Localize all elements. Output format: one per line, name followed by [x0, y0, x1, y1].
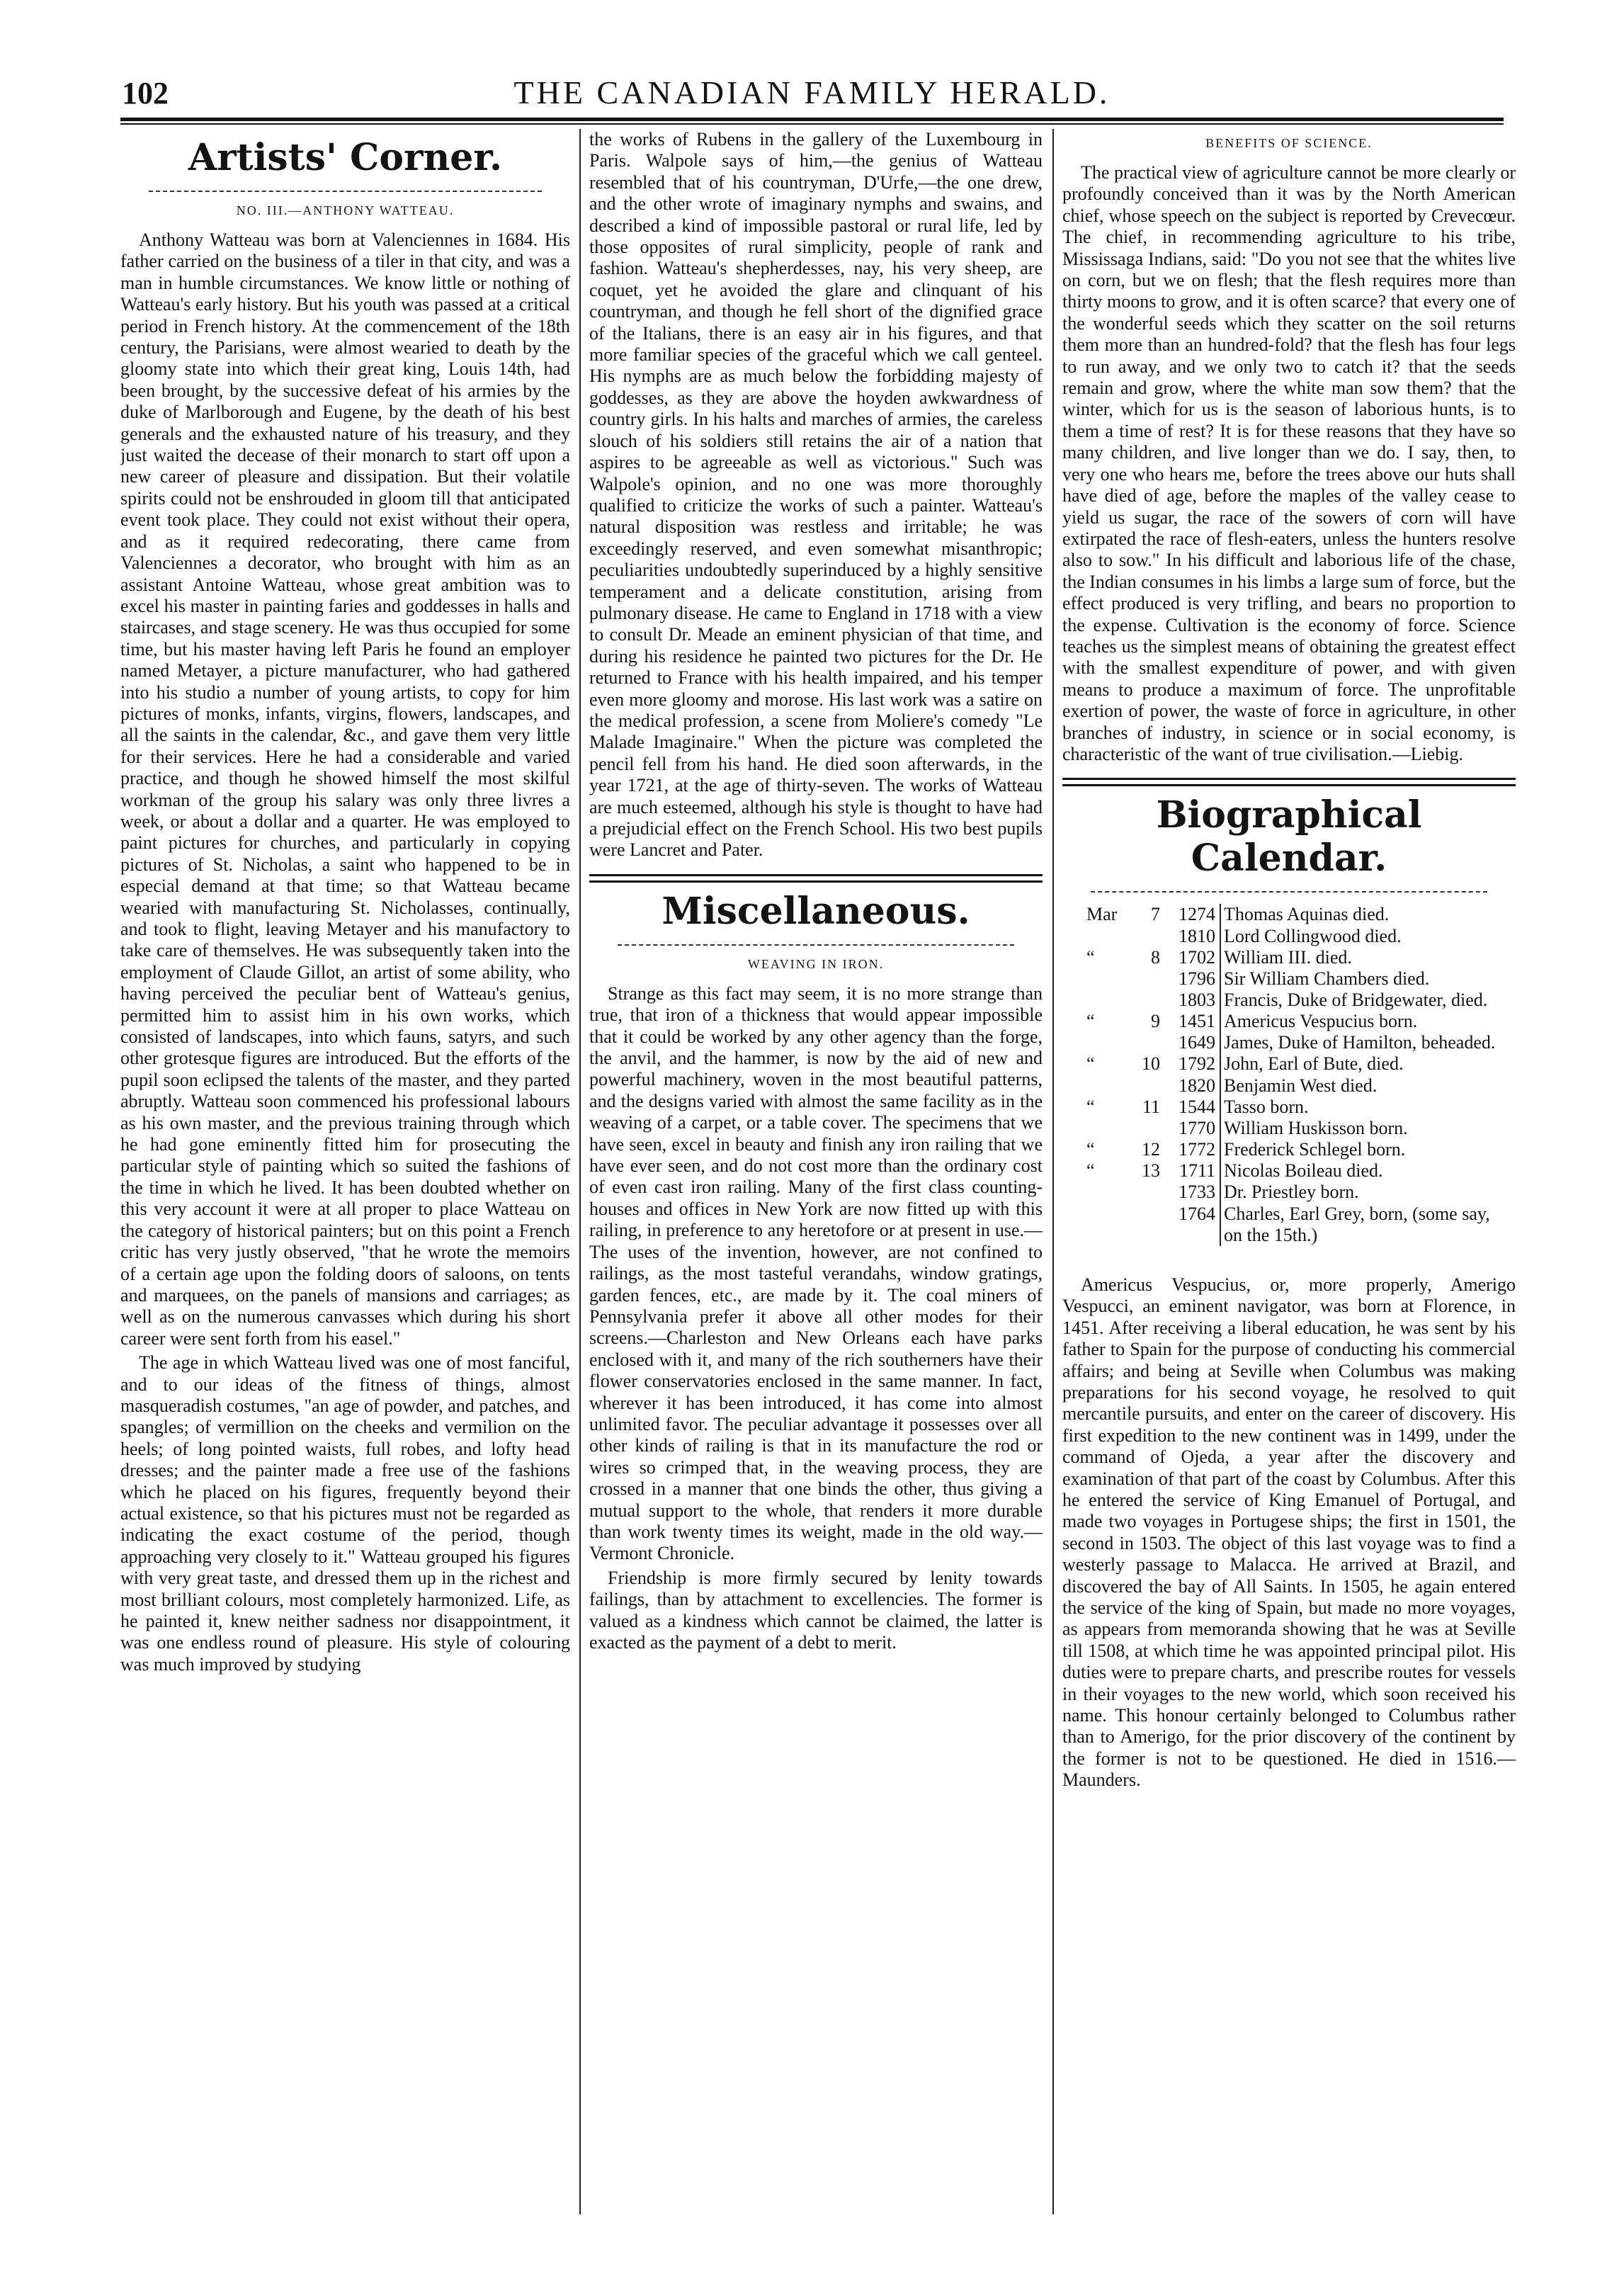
- calendar-row: [1084, 968, 1516, 990]
- article-subhead: WEAVING IN IRON.: [747, 956, 885, 971]
- calendar-row: [1084, 1011, 1516, 1032]
- calendar-day: [1132, 968, 1163, 990]
- calendar-event: Nicolas Boileau died.: [1224, 1160, 1383, 1182]
- calendar-year: 1544: [1163, 1097, 1220, 1118]
- calendar-year: 1733: [1163, 1182, 1220, 1203]
- calendar-month: [1084, 968, 1132, 990]
- calendar-year: 1702: [1163, 947, 1220, 968]
- calendar-row: [1084, 1118, 1516, 1139]
- calendar-day: [1132, 1118, 1163, 1139]
- calendar-year: 1796: [1163, 968, 1220, 990]
- calendar-row: [1084, 1032, 1516, 1053]
- calendar-year: 1820: [1163, 1075, 1220, 1097]
- ornamental-rule: [618, 937, 1014, 946]
- calendar-month: Mar: [1086, 904, 1118, 925]
- calendar-month: “: [1086, 1096, 1095, 1117]
- calendar-event: Lord Collingwood died.: [1224, 925, 1402, 946]
- calendar-year: 1451: [1163, 1011, 1220, 1032]
- section-heading-miscellaneous: Miscellaneous.: [661, 889, 970, 933]
- calendar-table: [1084, 904, 1516, 1246]
- calendar-day: [1132, 1075, 1163, 1097]
- article-paragraph: Strange as this fact may seem, it is no more strange than true, that iron of a thickness that would appear impossible that it could be worked by any other agency than the forge, the anvil, and the hammer, is now by the aid of new and powerful machinery, woven in the most beautiful patterns, and the designs varied with almost the same facility as in the weaving of a carpet, or a table cover. The specimens that we have seen, excel in beauty and finish any iron railing that we have ever seen, and do not cost more than the ordinary cost of even cast iron railing. Many of the first class counting-houses and offices in New York are now fitted up with this railing, in preference to any heretofore or at present in use.—The uses of the invention, however, are not confined to railings, as the most tasteful verandahs, window gratings, garden fences, etc., are made by it. The coal miners of Pennsylvania prefer it above all other modes for their screens.—Charleston and New Orleans each have parks enclosed with it, and many of the rich southerners have their flower conservatories enclosed in the same manner. In fact, wherever it has been introduced, it has come into almost unlimited favor. The peculiar advantage it possesses over all other kinds of railing is that in its manufacture the rod or wires so crimped that, in the weaving process, they are crossed in a manner that one binds the other, thus giving a mutual support to the whole, that renders it more durable than work twenty times its weight, made in the old way.—Vermont Chronicle.: [589, 982, 1043, 1564]
- calendar-row: [1084, 1053, 1516, 1075]
- calendar-event: William III. died.: [1224, 946, 1352, 968]
- calendar-month: [1084, 1204, 1132, 1246]
- column-divider: [579, 129, 581, 2214]
- calendar-row: [1084, 1139, 1516, 1160]
- calendar-day: 12: [1142, 1139, 1160, 1160]
- calendar-row: [1084, 1075, 1516, 1097]
- calendar-day: [1132, 1204, 1163, 1246]
- ornamental-rule: [149, 183, 542, 192]
- calendar-day: 9: [1151, 1011, 1160, 1032]
- article-subhead: BENEFITS OF SCIENCE.: [1205, 136, 1373, 150]
- calendar-event: William Huskisson born.: [1224, 1117, 1408, 1138]
- calendar-day: [1132, 1032, 1163, 1053]
- calendar-day: 7: [1151, 904, 1160, 925]
- column-2: [589, 129, 1043, 2214]
- masthead-title: THE CANADIAN FAMILY HERALD.: [513, 74, 1111, 111]
- calendar-row: [1084, 990, 1516, 1011]
- calendar-month: “: [1086, 1053, 1095, 1075]
- column-divider: [1052, 129, 1054, 2214]
- calendar-event: Benjamin West died.: [1224, 1075, 1378, 1096]
- calendar-day: [1132, 990, 1163, 1011]
- article-paragraph: The practical view of agriculture cannot be more clearly or profoundly conceived than it was by the North American chief, whose speech on the subject is reported by Crevecœur. The chief, in recommending agriculture to his tribe, Mississaga Indians, said: "Do you not see that the whites live on corn, but we on flesh; that the flesh requires more than thirty moons to grow, and it is often scarce? that every one of the wonderful seeds which they scatter on the soil returns them more than an hundred-fold? that the flesh has four legs to run away, and we only two to catch it? that the seeds remain and grow, where the white man sow them? that the winter, which for us is the season of laborious hunts, is to them a time of rest? It is for these reasons that they have so many children, and live longer than we do. I say, then, to very one who hears me, before the trees above our huts shall have died of age, before the maples of the valley cease to yield us sugar, the race of the sowers of corn will have extirpated the race of flesh-eaters, unless the hunters resolve also to sow." In his difficult and laborious life of the chase, the Indian consumes in his limbs a large sum of force, but the effect produced is very trifling, and bears no proportion to the expense. Cultivation is the economy of force. Science teaches us the simplest means of obtaining the greatest effect with the smallest expenditure of power, and with given means to produce a maximum of force. The unprofitable exertion of power, the waste of force in agriculture, in other branches of industry, in science or in social economy, is characteristic of the want of true civilisation.—Liebig.: [1062, 162, 1516, 764]
- calendar-row: [1084, 947, 1516, 968]
- calendar-year: 1764: [1163, 1204, 1220, 1246]
- calendar-row: [1084, 1182, 1516, 1203]
- calendar-day: 11: [1142, 1096, 1160, 1117]
- column-3: [1062, 129, 1516, 2214]
- calendar-year: 1803: [1163, 990, 1220, 1011]
- calendar-event: Charles, Earl Grey, born, (some say, on the 15th.): [1224, 1203, 1490, 1245]
- calendar-month: [1084, 1118, 1132, 1139]
- ornamental-rule: [1091, 884, 1487, 893]
- calendar-year: 1792: [1163, 1053, 1220, 1075]
- calendar-day: 13: [1142, 1160, 1160, 1182]
- masthead-rule-thin: [120, 123, 1504, 125]
- calendar-month: [1084, 990, 1132, 1011]
- calendar-row: [1084, 1160, 1516, 1182]
- article-subhead: NO. III.—ANTHONY WATTEAU.: [236, 203, 455, 217]
- article-continuation: the works of Rubens in the gallery of the Luxembourg in Paris. Walpole says of him,—the genius of Watteau resembled that of his countryman, D'Urfe,—the one drew, and the other wrote of imaginary nymphs and swains, and described a kind of impossible pastoral or rural life, led by those opposites of rural simplicity, people of rank and fashion. Watteau's shepherdesses, nay, his very sheep, are coquet, yet he avoided the glare and clinquant of his countryman, and though he fell short of the dignified grace of the Italians, there is an easy air in his figures, and that more familiar species of the graceful which we call genteel. His nymphs are as much below the forbidding majesty of goddesses, as they are above the hoyden awkwardness of country girls. In his halts and marches of armies, the careless slouch of his soldiers still retains the air of a nation that aspires to be agreeable as well as victorious." Such was Walpole's opinion, and no one was more thoroughly qualified to criticize the works of such a painter. Watteau's natural disposition was restless and irritable; he was exceedingly reserved, and even somewhat misanthropic; peculiarities undoubtedly superinduced by a highly sensitive temperament and a delicate constitution, arising from pulmonary disease. He came to England in 1718 with a view to consult Dr. Meade an eminent physician of that time, and during his residence he painted two pictures for the Dr. He returned to France with his health impaired, and his temper even more gloomy and morose. His last work was a satire on the medical profession, a scene from Moliere's comedy "Le Malade Imaginaire." When the picture was completed the pencil fell from his hand. He died soon afterwards, in the year 1721, at the age of thirty-seven. The works of Watteau are much esteemed, although his style is thought to have had a prejudicial effect on the French School. His two best pupils were Lancret and Pater.: [589, 129, 1043, 861]
- calendar-day: [1132, 926, 1163, 947]
- calendar-event: Tasso born.: [1224, 1096, 1309, 1117]
- calendar-month: [1084, 1032, 1132, 1053]
- calendar-month: “: [1086, 1011, 1095, 1032]
- calendar-row: [1084, 1204, 1516, 1246]
- calendar-month: “: [1086, 1139, 1095, 1160]
- calendar-year: 1711: [1163, 1160, 1220, 1182]
- calendar-event: Frederick Schlegel born.: [1224, 1139, 1406, 1160]
- section-heading-biographical-calendar: Biographical Calendar.: [1156, 793, 1422, 880]
- calendar-month: “: [1086, 946, 1095, 968]
- calendar-year: 1770: [1163, 1118, 1220, 1139]
- calendar-year: 1772: [1163, 1139, 1220, 1160]
- calendar-day: 10: [1142, 1053, 1160, 1075]
- calendar-row: [1084, 1097, 1516, 1118]
- page-number: 102: [122, 76, 169, 111]
- masthead-rule: [120, 118, 1504, 121]
- calendar-month: “: [1086, 1160, 1095, 1182]
- section-heading-artists-corner: Artists' Corner.: [188, 136, 503, 179]
- calendar-event: Sir William Chambers died.: [1224, 968, 1430, 989]
- calendar-month: [1084, 1075, 1132, 1097]
- article-paragraph: Americus Vespucius, or, more properly, Amerigo Vespucci, an eminent navigator, was born at Florence, in 1451. After receiving a liberal education, he was sent by his father to Spain for the purpose of conducting his commercial affairs; and being at Seville when Columbus was making preparations for his second voyage, he resolved to quit mercantile pursuits, and enter on the career of discovery. His first expedition to the new continent was in 1499, under the command of Ojeda, a year after the discovery and examination of that part of the coast by Columbus. After this he entered the service of King Emanuel of Portugal, and made two voyages in Portugese ships; the first in 1501, the second in 1503. The object of this last voyage was to find a westerly passage to Malacca. He arrived at Brazil, and discovered the bay of All Saints. In 1505, he again entered the service of the king of Spain, but made no more voyages, as appears from memoranda showing that he was at Seville till 1508, at which time he was appointed principal pilot. His duties were to prepare charts, and prescribe routes for vessels in their voyages to the new world, which soon received his name. This honour certainly belonged to Columbus rather than to Amerigo, for the prior discovery of the continent by the former is not to be questioned. He died in 1516.—Maunders.: [1062, 1274, 1516, 1791]
- column-1: [120, 129, 570, 2214]
- calendar-event: John, Earl of Bute, died.: [1224, 1053, 1404, 1075]
- article-paragraph: The age in which Watteau lived was one of most fanciful, and to our ideas of the fitness of things, almost masqueradish costumes, "an age of powder, and patches, and spangles; of vermillion on the cheeks and vermilion on the heels; of long pointed waists, full robes, and lofty head dresses; and the painter made a free use of the fashions which he placed on his figures, frequently beyond their actual existence, so that his pictures must not be regarded as indicating the exact costume of the period, though approaching very closely to it." Watteau grouped his figures with very great taste, and dressed them up in the richest and most brilliant colours, most completely harmonized. Life, as he painted it, knew neither sadness nor disappointment, it was one endless round of pleasure. His style of colouring was much improved by studying: [120, 1352, 570, 1675]
- calendar-year: 1649: [1163, 1032, 1220, 1053]
- calendar-year: 1274: [1163, 904, 1220, 925]
- calendar-month: [1084, 926, 1132, 947]
- calendar-event: Americus Vespucius born.: [1224, 1011, 1418, 1032]
- article-paragraph: Friendship is more firmly secured by lenity towards failings, than by attachment to excellencies. The former is valued as a kindness which cannot be claimed, the latter is exacted as the payment of a debt to merit.: [589, 1567, 1043, 1653]
- calendar-day: [1132, 1182, 1163, 1203]
- article-paragraph: Anthony Watteau was born at Valenciennes in 1684. His father carried on the business of a tiler in that city, and was a man in humble circumstances. We know little or nothing of Watteau's early history. But his youth was passed at a critical period in French history. At the commencement of the 18th century, the Parisians, were almost wearied to death by the gloomy state into which their great king, Louis 14th, had been brought, by the successive defeat of his armies by the duke of Marlborough and Eugene, by the death of his best generals and the exhausted nature of his treasury, and they just waited the decease of their monarch to start off upon a new career of pleasure and dissipation. But their volatile spirits could not be enshrouded in gloom till that anticipated event took place. They could not exist without their opera, and as it required redecorating, there came from Valenciennes a decorator, who brought with him as an assistant Antoine Watteau, whose great ambition was to excel his master in painting faries and goddesses in halls and staircases, and stage scenery. He was thus occupied for some time, but his master having left Paris he found an employer named Metayer, a picture manufacturer, who had gathered into his studio a number of young artists, to copy for him pictures of monks, infants, virgins, flowers, landscapes, and all the saints in the calendar, &c., and gave them very little for their services. Here he had a considerable and varied practice, and though he showed himself the most skilful workman of the group his salary was only three livres a week, or about a dollar and a quarter. He was employed to paint pictures for churches, and particularly in copying pictures of St. Nicholas, a saint who happened to be in especial demand at that time; so that Watteau became wearied with manufacturing St. Nicholasses, continually, and took to flight, leaving Metayer and his manufactory to take care of themselves. He was subsequently taken into the employment of Claude Gillot, an artist of some ability, who having perceived the peculiar bent of Watteau's genius, permitted him to assist him in his own works, which consisted of landscapes, into which fauns, satyrs, and such other grotesque figures are introduced. But the efforts of the pupil soon eclipsed the talents of the master, and they parted abruptly. Watteau soon commenced his professional labours as his own master, and the previous training through which he had gone eminently fitted him for prosecuting the particular style of painting which so suited the fashions of the time in which he lived. It has been doubted whether on this very account it were at all proper to place Watteau on the category of historical painters; but on this point a French critic has very justly observed, "that he wrote the memoirs of a certain age upon the folding doors of saloons, on tents and marquees, on the panels of mansions and carriages; as well as on the numerous canvasses which during his short career were sent forth from his easel.": [120, 230, 570, 1349]
- calendar-year: 1810: [1163, 926, 1220, 947]
- calendar-event: Francis, Duke of Bridgewater, died.: [1224, 990, 1488, 1010]
- calendar-event: Thomas Aquinas died.: [1224, 904, 1390, 925]
- section-double-rule: [1062, 778, 1516, 786]
- calendar-month: [1084, 1182, 1132, 1203]
- calendar-row: [1084, 904, 1516, 925]
- calendar-row: [1084, 926, 1516, 947]
- section-double-rule: [589, 874, 1043, 883]
- calendar-event: James, Duke of Hamilton, beheaded.: [1224, 1032, 1496, 1053]
- calendar-event: Dr. Priestley born.: [1224, 1182, 1359, 1203]
- calendar-day: 8: [1151, 946, 1160, 968]
